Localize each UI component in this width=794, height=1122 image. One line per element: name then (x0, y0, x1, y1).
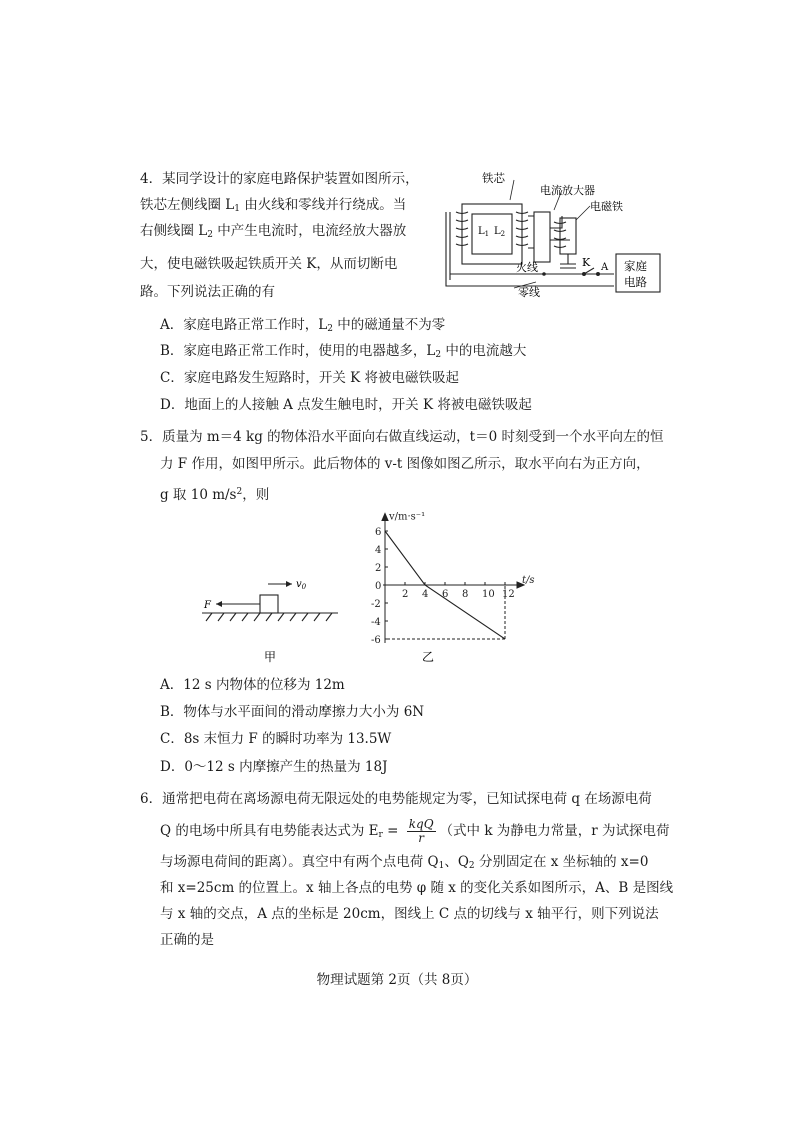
x-tick-label: 8 (462, 589, 469, 600)
q5-option-c: C．8s 末恒力 F 的瞬时功率为 13.5W (160, 731, 392, 747)
potential-energy-fraction: $\frac{\text{kqQ}}{r}$ (408, 817, 434, 845)
q4-stem-line-3: 右侧线圈 $L_2$ 中产生电流时，电流经放大器放 (140, 223, 407, 240)
y-tick-label: 2 (375, 563, 382, 574)
q4-option-c: C．家庭电路发生短路时，开关 K 将被电磁铁吸起 (160, 370, 459, 386)
label-point-a: A (601, 262, 609, 273)
label-l1: $L_1$ (478, 226, 490, 238)
label-force-f: F (204, 600, 211, 611)
y-tick-label: -6 (371, 635, 381, 646)
q5-option-d: D．0～12 s 内摩擦产生的热量为 18J (160, 759, 388, 775)
q6-stem-line-4: 和 x=25cm 的位置上。x 轴上各点的电势 φ 随 x 的变化关系如图所示，A、B 是图线 (160, 880, 674, 896)
label-electromagnet: 电磁铁 (590, 200, 623, 213)
q4-option-a: A．家庭电路正常工作时，$L_2$ 中的磁通量不为零 (160, 317, 446, 334)
q6-stem-line-3: 与场源电荷间的距离）。真空中有两个点电荷 $Q_1$、$Q_2$ 分别固定在 x 坐标轴的 x=0 (160, 854, 649, 871)
q4-circuit-figure (444, 168, 674, 303)
y-tick-label: -2 (371, 599, 381, 610)
label-home-circuit-2: 电路 (624, 275, 647, 289)
y-tick-label: 6 (375, 527, 382, 538)
q4-option-d: D．地面上的人接触 A 点发生触电时，开关 K 将被电磁铁吸起 (160, 397, 532, 413)
q5-option-a: A．12 s 内物体的位移为 12m (160, 677, 345, 693)
q5-figure-jia (200, 575, 345, 665)
x-tick-label: 6 (442, 589, 449, 600)
x-tick-label: 12 (502, 589, 515, 600)
q4-stem-line-4: 大，使电磁铁吸起铁质开关 K，从而切断电 (140, 256, 398, 272)
caption-yi: 乙 (422, 650, 435, 664)
y-tick-label: 4 (375, 545, 382, 556)
label-neutral-wire: 零线 (518, 286, 540, 299)
q5-vt-chart (360, 505, 535, 665)
caption-jia: 甲 (264, 650, 277, 664)
y-tick-label: -4 (371, 617, 381, 628)
q5-stem-line-1: 5．质量为 m＝4 kg 的物体沿水平面向右做直线运动，t＝0 时刻受到一个水平向左的恒 (140, 429, 664, 445)
label-switch-k: K (582, 256, 591, 269)
q4-option-b: B．家庭电路正常工作时，使用的电器越多，$L_2$ 中的电流越大 (160, 343, 527, 360)
label-iron-core: 铁芯 (482, 171, 505, 185)
q5-option-b: B．物体与水平面间的滑动摩擦力大小为 6N (160, 704, 425, 720)
q6-stem-line-6: 正确的是 (160, 932, 214, 948)
q6-stem-line-2: Q 的电场中所具有电势能表达式为 $E_r$ = $\frac{\text{kqQ}}{r}$ （式中 k 为静电力常量，r 为试探电荷 (160, 817, 670, 845)
q5-stem-line-3: g 取 10 $m/s^2$，则 (160, 487, 270, 503)
label-live-wire: 火线 (516, 261, 538, 274)
x-tick-label: 2 (402, 589, 409, 600)
q4-stem-line-2: 铁芯左侧线圈 $L_1$ 由火线和零线并行绕成。当 (140, 197, 407, 214)
label-v0: $v_0$ (296, 579, 307, 591)
label-home-circuit-1: 家庭 (624, 259, 647, 273)
y-tick-label: 0 (375, 581, 382, 592)
label-current-amplifier: 电流放大器 (540, 184, 595, 197)
q6-stem-line-5: 与 x 轴的交点，A 点的坐标是 20cm，图线上 C 点的切线与 x 轴平行，则下列说法 (160, 906, 659, 922)
x-tick-label: 4 (422, 589, 429, 600)
q4-stem-line-1: 4．某同学设计的家庭电路保护装置如图所示， (140, 171, 419, 187)
y-axis-label: v/m·s⁻¹ (389, 511, 426, 523)
q5-stem-line-2: 力 F 作用，如图甲所示。此后物体的 v-t 图像如图乙所示，取水平向右为正方向， (160, 456, 650, 472)
q4-stem-line-5: 路。下列说法正确的有 (140, 284, 275, 300)
q6-stem-line-1: 6．通常把电荷在离场源电荷无限远处的电势能规定为零，已知试探电荷 q 在场源电荷 (140, 791, 652, 807)
label-l2: $L_2$ (494, 226, 506, 238)
x-tick-label: 10 (482, 589, 495, 600)
y-axis-arrow (382, 514, 388, 521)
x-axis-label: t/s (522, 575, 535, 586)
page-footer: 物理试题第 2页（共 8页） (316, 972, 478, 988)
